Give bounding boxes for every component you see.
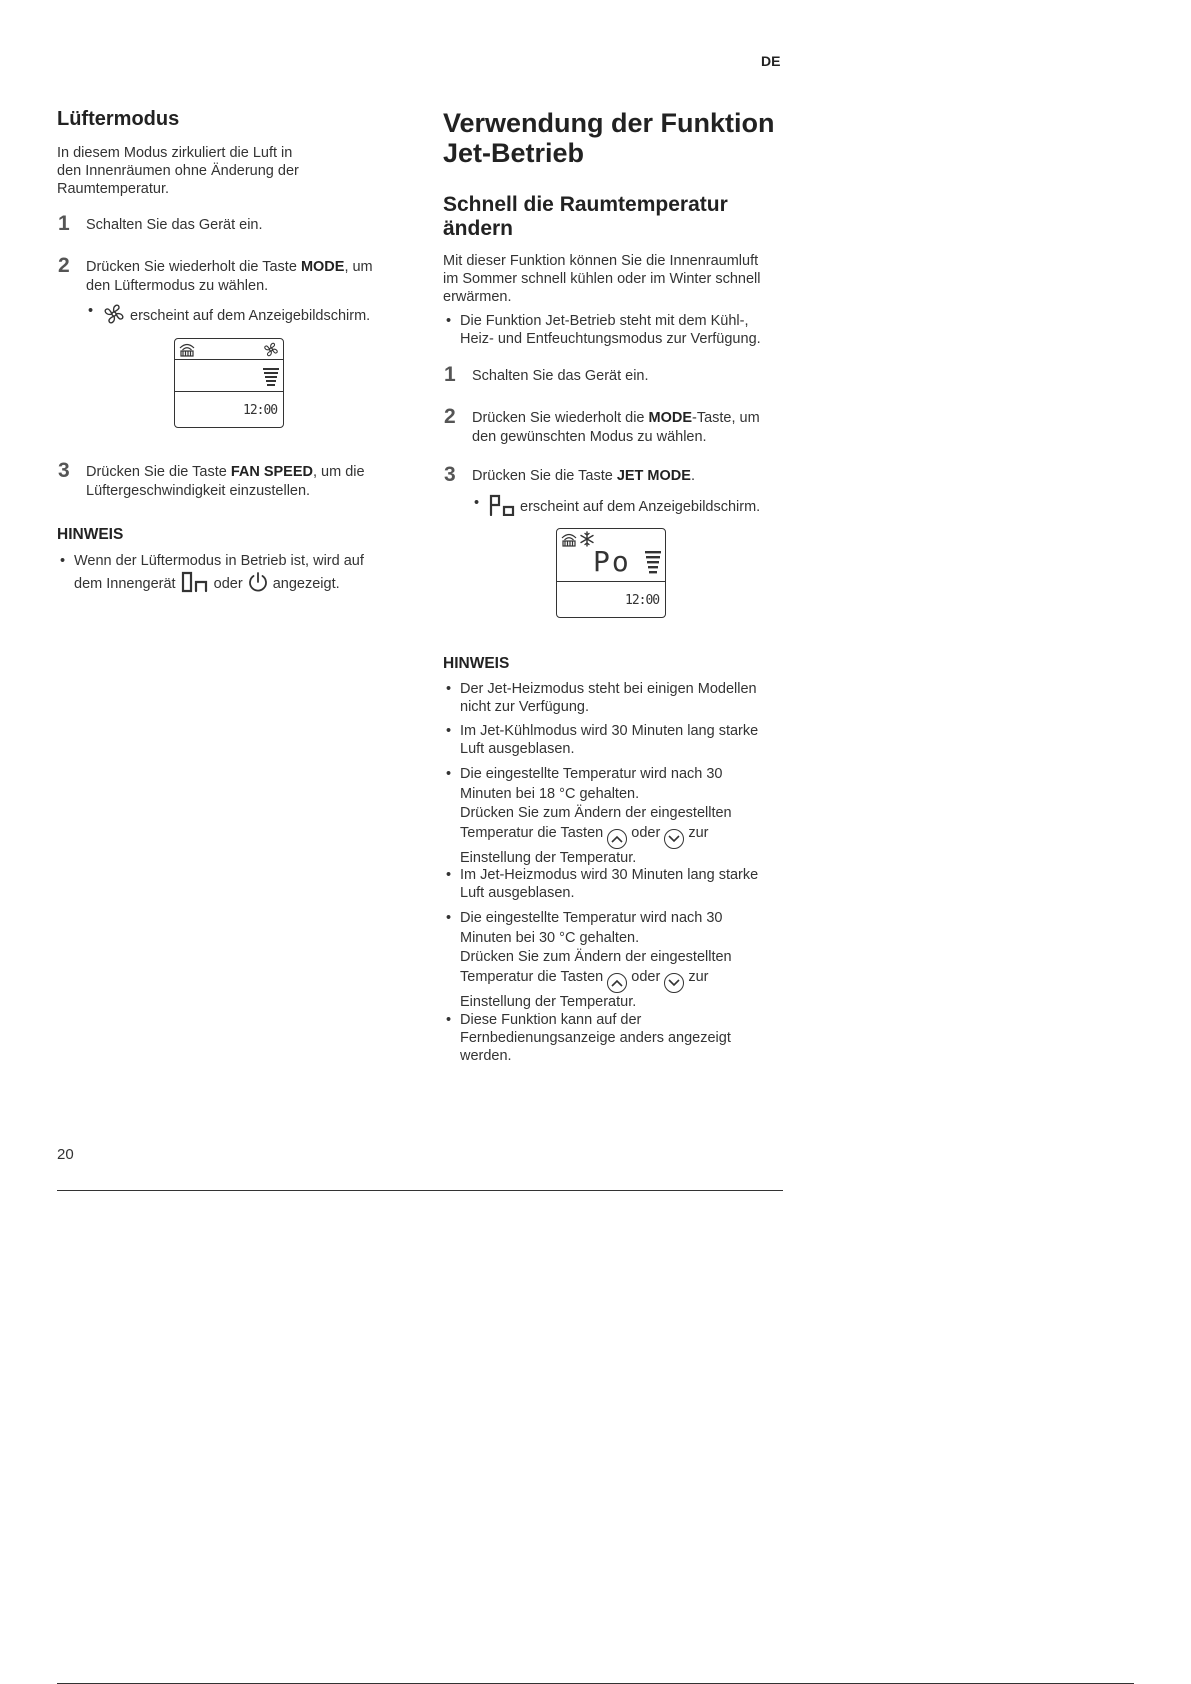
fan-step-3 [58,459,365,501]
temp-up-button-icon [607,973,627,993]
note-text: zur [688,824,709,841]
note-text: Minuten bei 18 °C gehalten. [460,785,640,802]
intro-line: In diesem Modus zirkuliert die Luft in [57,145,293,161]
step-text: . [690,468,695,484]
note-text: Wenn der Lüftermodus in Betrieb ist, wird auf [74,553,364,569]
note-item: • Die eingestellte Temperatur wird nach 30 Minuten bei 18 °C gehalten. Drücken Sie zum Ändern der eingestellten Temperatur die Tasten oder zur Einstellung der Temperatur. [460,765,732,868]
jet-mode-title [443,108,775,168]
fan-mode-title: Lüftermodus [57,108,180,130]
note-item: • Die eingestellte Temperatur wird nach 30 Minuten bei 30 °C gehalten. Drücken Sie zum Ändern der eingestellten Temperatur die Tasten oder zur Einstellung der Temperatur. [460,909,732,1012]
step-text: Schalten Sie das Gerät ein. [86,217,263,233]
step-number: 2 [444,405,456,428]
signal-icon [560,532,578,547]
note-item: • Der Jet-Heizmodus steht bei einigen Modellen nicht zur Verfügung. [446,681,757,715]
note-text: Die eingestellte Temperatur wird nach 30 [460,766,723,782]
step-number: 1 [444,363,456,386]
note-text: Im Jet-Heizmodus wird 30 Minuten lang starke [460,867,759,883]
bullet-text: erscheint auf dem Anzeigebildschirm. [520,499,761,515]
mode-key-label: MODE [648,410,693,426]
note-text: Der Jet-Heizmodus steht bei einigen Modellen [460,681,757,697]
jet-mode-key-label: JET MODE [616,468,691,484]
title-line: Jet-Betrieb [443,138,585,168]
lcd-jet-code: Po [593,545,631,578]
intro-line: den Innenräumen ohne Änderung der [57,163,299,179]
step-number: 3 [58,459,70,482]
subtitle-line: Schnell die Raumtemperatur [443,193,728,216]
step-text: Drücken Sie wiederholt die [472,410,649,426]
note-text: Diese Funktion kann auf der [460,1012,642,1028]
note-text: Einstellung der Temperatur. [460,993,637,1010]
note-text: Einstellung der Temperatur. [460,849,637,866]
note-text: Die eingestellte Temperatur wird nach 30 [460,910,723,926]
jet-intro-bullet: • Die Funktion Jet-Betrieb steht mit dem Kühl-, Heiz- und Entfeuchtungsmodus zur Verfügung. [446,313,761,347]
fan-icon-bullet: • erscheint auf dem Anzeigebildschirm. [88,303,371,324]
lcd-display-fan [174,338,284,428]
fan-icon [262,341,280,358]
step-number: 3 [444,463,456,486]
note-item: • Wenn der Lüftermodus in Betrieb ist, wird auf dem Innengerät oder angezeigt. [60,553,364,592]
step-number: 1 [58,212,70,235]
jet-step-3 [444,463,695,486]
jet-step-2 [444,405,760,447]
step-number: 2 [58,254,70,277]
step-text: , um die [313,464,365,480]
note-text: Drücken Sie zum Ändern der eingestellten [460,805,732,821]
note-text: Im Jet-Kühlmodus wird 30 Minuten lang starke [460,723,759,739]
note-text: Temperatur die Tasten [460,968,604,985]
step-text: Schalten Sie das Gerät ein. [472,368,649,384]
intro-line: im Sommer schnell kühlen oder im Winter schnell [443,271,761,287]
lcd-time: 12:00 [243,403,278,418]
lcd-display-jet [556,528,666,618]
lcd-time: 12:00 [625,593,660,608]
fan-mode-intro [57,144,387,198]
note-text: Fernbedienungsanzeige anders angezeigt [460,1030,731,1046]
note-text: oder [631,968,661,985]
note-text: Temperatur die Tasten [460,824,604,841]
intro-line: Mit dieser Funktion können Sie die Innenraumluft [443,253,759,269]
jet-step-1 [444,363,649,386]
bullet-text: Die Funktion Jet-Betrieb steht mit dem Kühl-, [460,313,749,329]
note-item: • Im Jet-Heizmodus wird 30 Minuten lang starke Luft ausgeblasen. [446,867,759,901]
jet-icon-bullet: • erscheint auf dem Anzeigebildschirm. [474,495,761,515]
step-text: Drücken Sie die Taste [472,468,617,484]
footer-divider [57,1190,783,1191]
jet-mode-subtitle [443,193,728,241]
power-icon [247,571,269,593]
temp-down-button-icon [664,829,684,849]
title-line: Verwendung der Funktion [443,108,775,138]
display-on-code-icon [180,571,210,593]
fan-speed-bars-icon [263,368,279,388]
note-item: • Im Jet-Kühlmodus wird 30 Minuten lang starke Luft ausgeblasen. [446,723,759,757]
bullet-text: Heiz- und Entfeuchtungsmodus zur Verfügung. [460,331,761,347]
note-text: zur [688,968,709,985]
note-text: oder [213,576,243,592]
step-text: den Lüftermodus zu wählen. [86,278,269,294]
note-text: dem Innengerät [74,576,176,592]
note-text: Minuten bei 30 °C gehalten. [460,929,640,946]
note-text: Drücken Sie zum Ändern der eingestellten [460,949,732,965]
jet-intro [443,252,793,306]
note-text: Luft ausgeblasen. [460,741,575,757]
temp-up-button-icon [607,829,627,849]
fan-icon [102,302,126,326]
temp-down-button-icon [664,973,684,993]
step-text: Drücken Sie wiederholt die Taste [86,259,301,275]
intro-line: Raumtemperatur. [57,181,170,197]
note-item: • Diese Funktion kann auf der Fernbedienungsanzeige anders angezeigt werden. [446,1012,731,1064]
page-number: 20 [57,1146,74,1163]
language-code: DE [761,53,781,69]
subtitle-line: ändern [443,217,514,240]
fan-speed-key-label: FAN SPEED [230,464,313,480]
step-text: -Taste, um [692,410,760,426]
note-text: angezeigt. [272,576,340,592]
note-title: HINWEIS [57,526,124,543]
note-title: HINWEIS [443,655,510,672]
fan-step-1 [58,212,263,235]
step-text: den gewünschten Modus zu wählen. [472,429,707,445]
step-text: Drücken Sie die Taste [86,464,231,480]
note-text: werden. [460,1048,512,1064]
note-text: nicht zur Verfügung. [460,699,589,715]
fan-step-2 [58,254,373,296]
jet-code-icon [488,494,516,516]
step-text: Lüftergeschwindigkeit einzustellen. [86,483,311,499]
bullet-text: erscheint auf dem Anzeigebildschirm. [130,308,371,324]
intro-line: erwärmen. [443,289,512,305]
signal-icon [178,342,196,357]
note-text: oder [631,824,661,841]
step-text: , um [344,259,373,275]
note-text: Luft ausgeblasen. [460,885,575,901]
mode-key-label: MODE [300,259,345,275]
fan-speed-bars-icon [645,551,661,577]
